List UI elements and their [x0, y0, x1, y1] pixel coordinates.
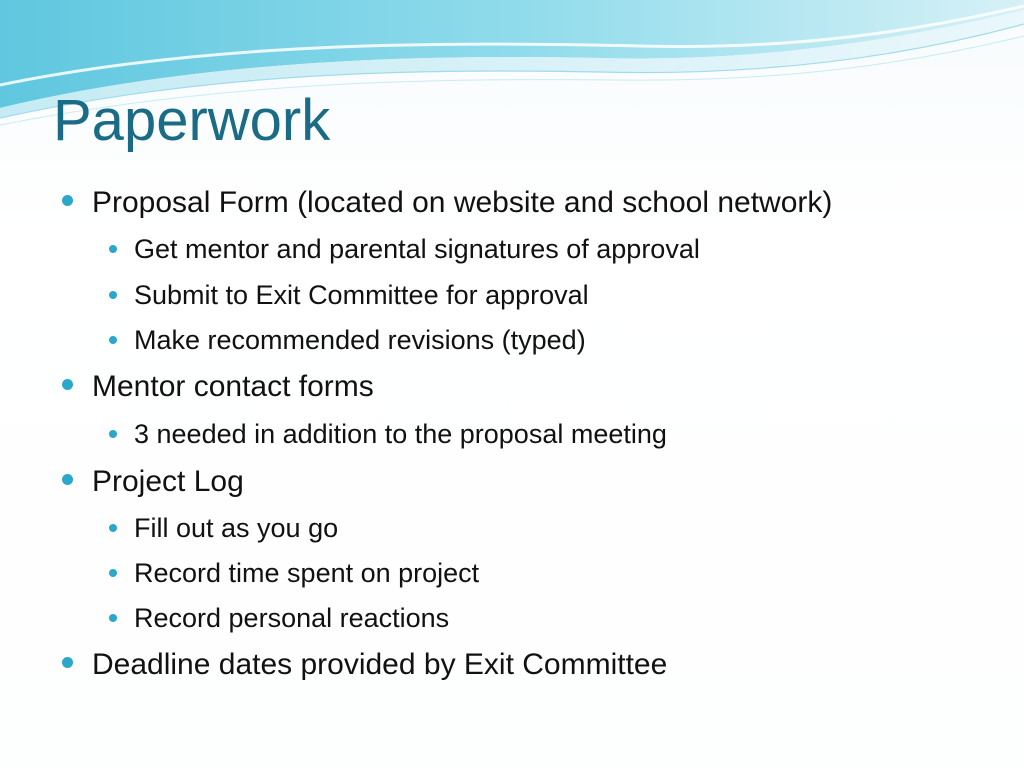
bullet-item: Mentor contact forms: [92, 370, 374, 403]
bullet-item: Proposal Form (located on website and school network): [92, 186, 833, 219]
sub-bullet-item: Fill out as you go: [134, 513, 339, 543]
bullet-dot-icon: [62, 195, 73, 206]
sub-bullet-item: Get mentor and parental signatures of approval: [134, 234, 700, 264]
bullet-item: Deadline dates provided by Exit Committee: [92, 648, 668, 681]
bullet-dot-icon: [109, 430, 117, 438]
bullet-dot-icon: [62, 379, 73, 390]
bullet-dot-icon: [109, 524, 117, 532]
sub-bullet-item: Record personal reactions: [134, 603, 450, 633]
bullet-dot-icon: [109, 569, 117, 577]
sub-bullet-item: 3 needed in addition to the proposal meeting: [134, 419, 667, 449]
bullet-dot-icon: [62, 657, 73, 668]
bullet-dot-icon: [109, 291, 117, 299]
bullet-dot-icon: [109, 245, 117, 253]
slide-title: Paperwork: [53, 88, 331, 153]
sub-bullet-item: Make recommended revisions (typed): [134, 325, 586, 355]
bullet-dot-icon: [62, 474, 73, 485]
sub-bullet-item: Submit to Exit Committee for approval: [134, 280, 589, 310]
sub-bullet-item: Record time spent on project: [134, 558, 480, 588]
bullet-item: Project Log: [92, 465, 244, 498]
bullet-dot-icon: [109, 614, 117, 622]
bullet-dot-icon: [109, 336, 117, 344]
